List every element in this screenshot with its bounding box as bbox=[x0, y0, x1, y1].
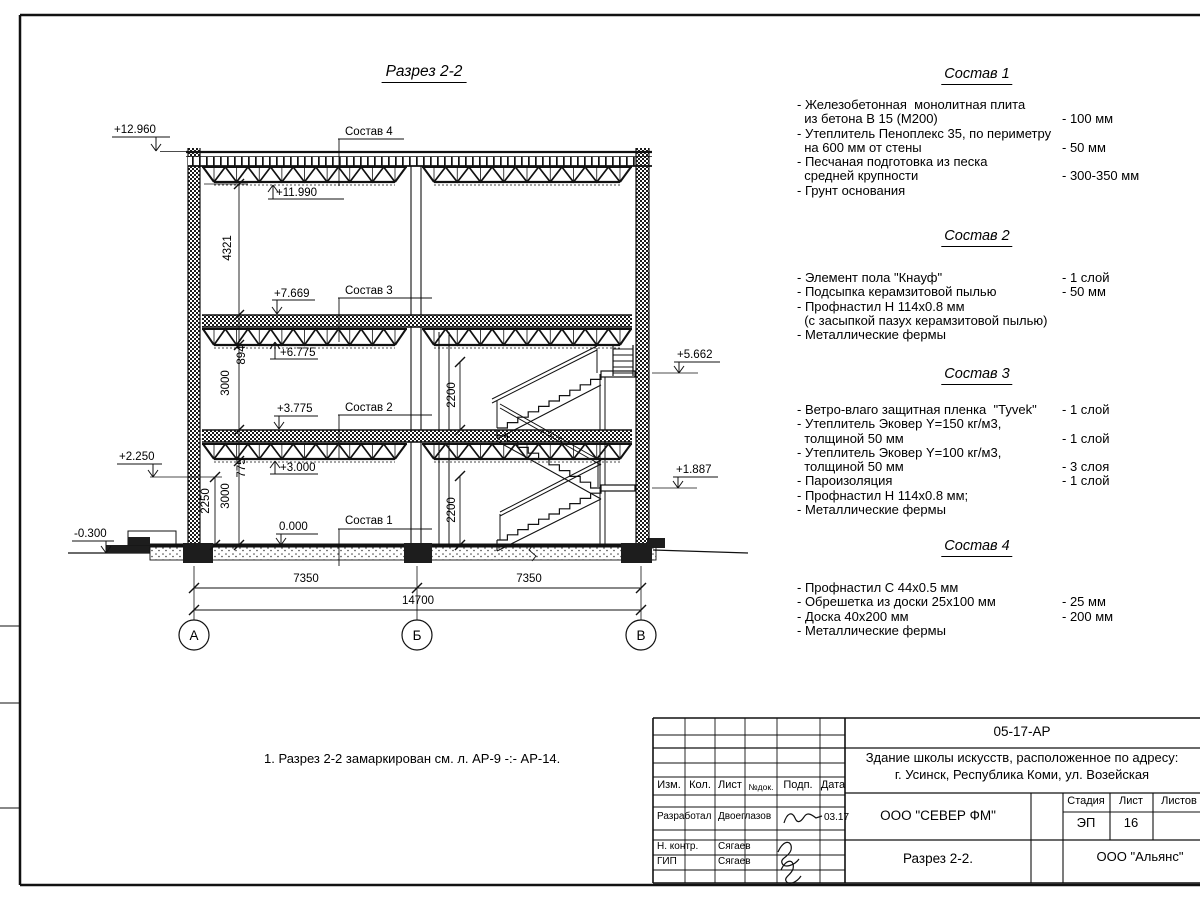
elevation-m0300: -0.300 bbox=[74, 528, 107, 540]
axis-label-a: А bbox=[189, 627, 199, 643]
elevation-2250: +2.250 bbox=[119, 451, 155, 463]
axis-label-v: В bbox=[636, 627, 646, 643]
dim-7350-left: 7350 bbox=[293, 573, 319, 585]
titleblock-col-podp: Подп. bbox=[783, 779, 813, 791]
titleblock-role-developer: Разработал bbox=[657, 811, 712, 822]
dim-3000-upper: 3000 bbox=[219, 370, 232, 396]
composition-title: Состав 2 bbox=[941, 228, 1012, 247]
composition-row: - Профнастил С 44х0.5 мм bbox=[797, 580, 959, 595]
dim-2200-lower: 2200 bbox=[445, 497, 458, 523]
composition-row: - Железобетонная монолитная плита bbox=[797, 97, 1026, 112]
composition-row: - Ветро-влаго защитная пленка "Tyvek" - 1 слой bbox=[797, 402, 1110, 417]
titleblock-name-ncontrol: Сягаев bbox=[718, 841, 751, 852]
titleblock-col-data: Дата bbox=[820, 779, 846, 791]
elevation-6775: +6.775 bbox=[280, 347, 316, 359]
dim-775: 775 bbox=[235, 458, 248, 478]
composition-row: толщиной 50 мм - 3 слоя bbox=[797, 459, 1110, 475]
elevation-3000: +3.000 bbox=[280, 462, 316, 474]
titleblock-col-list: Лист bbox=[718, 779, 742, 791]
composition-value: - 50 мм bbox=[1062, 284, 1106, 300]
elevation-5662: +5.662 bbox=[677, 349, 713, 361]
titleblock-drawing-name: Разрез 2-2. bbox=[902, 851, 974, 866]
titleblock-org: ООО "СЕВЕР ФМ" bbox=[880, 808, 996, 823]
dim-14700: 14700 bbox=[402, 595, 434, 607]
composition-row: - Металлические фермы bbox=[797, 622, 946, 638]
marker-sostav-2: Состав 2 bbox=[345, 402, 393, 414]
composition-value: - 1 слой bbox=[1062, 430, 1110, 446]
composition-row: - Профнастил Н 114х0.8 мм bbox=[797, 298, 965, 314]
elevation-11990: +11.990 bbox=[276, 187, 318, 199]
titleblock-sheets-label: Листов bbox=[1161, 795, 1197, 807]
titleblock-col-kol: Кол. bbox=[689, 779, 711, 791]
composition-value: - 25 мм bbox=[1062, 594, 1106, 610]
titleblock-project-line1: Здание школы искусств, расположенное по адресу: bbox=[865, 750, 1179, 765]
titleblock-col-ndoc: №док. bbox=[748, 782, 774, 792]
composition-row: - Подсыпка керамзитовой пылью - 50 мм bbox=[797, 284, 1106, 300]
composition-value: - 100 мм bbox=[1062, 111, 1114, 127]
titleblock-role-gip: ГИП bbox=[657, 856, 677, 867]
marker-sostav-1: Состав 1 bbox=[345, 515, 393, 527]
dim-2250: 2250 bbox=[199, 488, 212, 514]
composition-value: - 1 слой bbox=[1062, 402, 1110, 417]
section-view-title: Разрез 2-2 bbox=[382, 64, 467, 83]
composition-row: - Обрешетка из доски 25х100 мм - 25 мм bbox=[797, 594, 1106, 610]
titleblock-name-gip: Сягаев bbox=[718, 856, 751, 867]
titleblock-sheet-value: 16 bbox=[1123, 815, 1139, 830]
composition-value: - 1 слой bbox=[1062, 270, 1110, 285]
composition-title: Состав 4 bbox=[941, 538, 1012, 557]
composition-specs bbox=[780, 0, 1192, 700]
dim-894: 894 bbox=[235, 345, 248, 365]
composition-row: толщиной 50 мм - 1 слой bbox=[797, 430, 1110, 446]
composition-title: Состав 1 bbox=[941, 66, 1012, 85]
axis-label-b: Б bbox=[412, 627, 422, 643]
titleblock-doc-number: 05-17-АР bbox=[993, 724, 1051, 739]
titleblock-sheet-label: Лист bbox=[1119, 795, 1143, 807]
composition-row: средней крупности - 300-350 мм bbox=[797, 168, 1140, 184]
composition-value: - 300-350 мм bbox=[1062, 168, 1140, 184]
dim-3000-lower: 3000 bbox=[219, 483, 232, 509]
composition-row: - Песчаная подготовка из песка bbox=[797, 154, 988, 170]
composition-row: - Утеплитель Эковер Y=150 кг/м3, bbox=[797, 416, 1002, 432]
composition-row: из бетона В 15 (М200) - 100 мм bbox=[797, 111, 1114, 127]
elevation-7669: +7.669 bbox=[274, 288, 310, 300]
composition-row: (с засыпкой пазух керамзитовой пылью) bbox=[797, 312, 1048, 328]
dim-2200-upper: 2200 bbox=[445, 382, 458, 408]
composition-row: - Пароизоляция - 1 слой bbox=[797, 473, 1110, 489]
dim-4321: 4321 bbox=[221, 235, 234, 261]
composition-row: - Утеплитель Эковер Y=100 кг/м3, bbox=[797, 444, 1002, 460]
titleblock-contractor: ООО "Альянс" bbox=[1096, 849, 1184, 864]
sheet-note: 1. Разрез 2-2 замаркирован см. л. АР-9 -:- АР-14. bbox=[264, 751, 561, 766]
composition-title: Состав 3 bbox=[941, 366, 1012, 385]
marker-sostav-4: Состав 4 bbox=[345, 126, 393, 138]
titleblock-stage-value: ЭП bbox=[1076, 815, 1096, 830]
composition-rows bbox=[780, 270, 1192, 341]
composition-row: - Элемент пола "Кнауф" - 1 слой bbox=[797, 270, 1110, 285]
titleblock-date-developer: 03.17 bbox=[824, 812, 850, 823]
marker-sostav-3: Состав 3 bbox=[345, 285, 393, 297]
titleblock-col-izm: Изм. bbox=[657, 779, 681, 791]
composition-row: - Металлические фермы bbox=[797, 502, 946, 518]
titleblock-role-ncontrol: Н. контр. bbox=[657, 841, 699, 852]
elevation-1887: +1.887 bbox=[676, 464, 712, 476]
composition-value: - 3 слоя bbox=[1062, 459, 1110, 475]
composition-row: - Утеплитель Пеноплекс 35, по периметру bbox=[797, 125, 1052, 141]
dim-7350-right: 7350 bbox=[516, 573, 542, 585]
titleblock-name-developer: Двоеглазов bbox=[718, 811, 772, 822]
titleblock-stage-label: Стадия bbox=[1067, 795, 1105, 807]
elevation-3775: +3.775 bbox=[277, 403, 313, 415]
composition-row: - Металлические фермы bbox=[797, 327, 946, 343]
composition-row: - Грунт основания bbox=[797, 182, 906, 198]
composition-value: - 1 слой bbox=[1062, 473, 1110, 489]
composition-row: - Профнастил Н 114х0.8 мм; bbox=[797, 487, 969, 503]
composition-value: - 50 мм bbox=[1062, 139, 1106, 155]
composition-row: на 600 мм от стены - 50 мм bbox=[797, 139, 1106, 155]
composition-row: - Доска 40х200 мм - 200 мм bbox=[797, 608, 1114, 624]
elevation-12960: +12.960 bbox=[114, 124, 156, 136]
composition-rows bbox=[780, 580, 1192, 637]
composition-rows bbox=[780, 402, 1192, 516]
titleblock-project-line2: г. Усинск, Республика Коми, ул. Возейская bbox=[894, 767, 1150, 782]
composition-value: - 200 мм bbox=[1062, 608, 1114, 624]
composition-rows bbox=[780, 97, 1192, 197]
elevation-0000: 0.000 bbox=[279, 521, 308, 533]
